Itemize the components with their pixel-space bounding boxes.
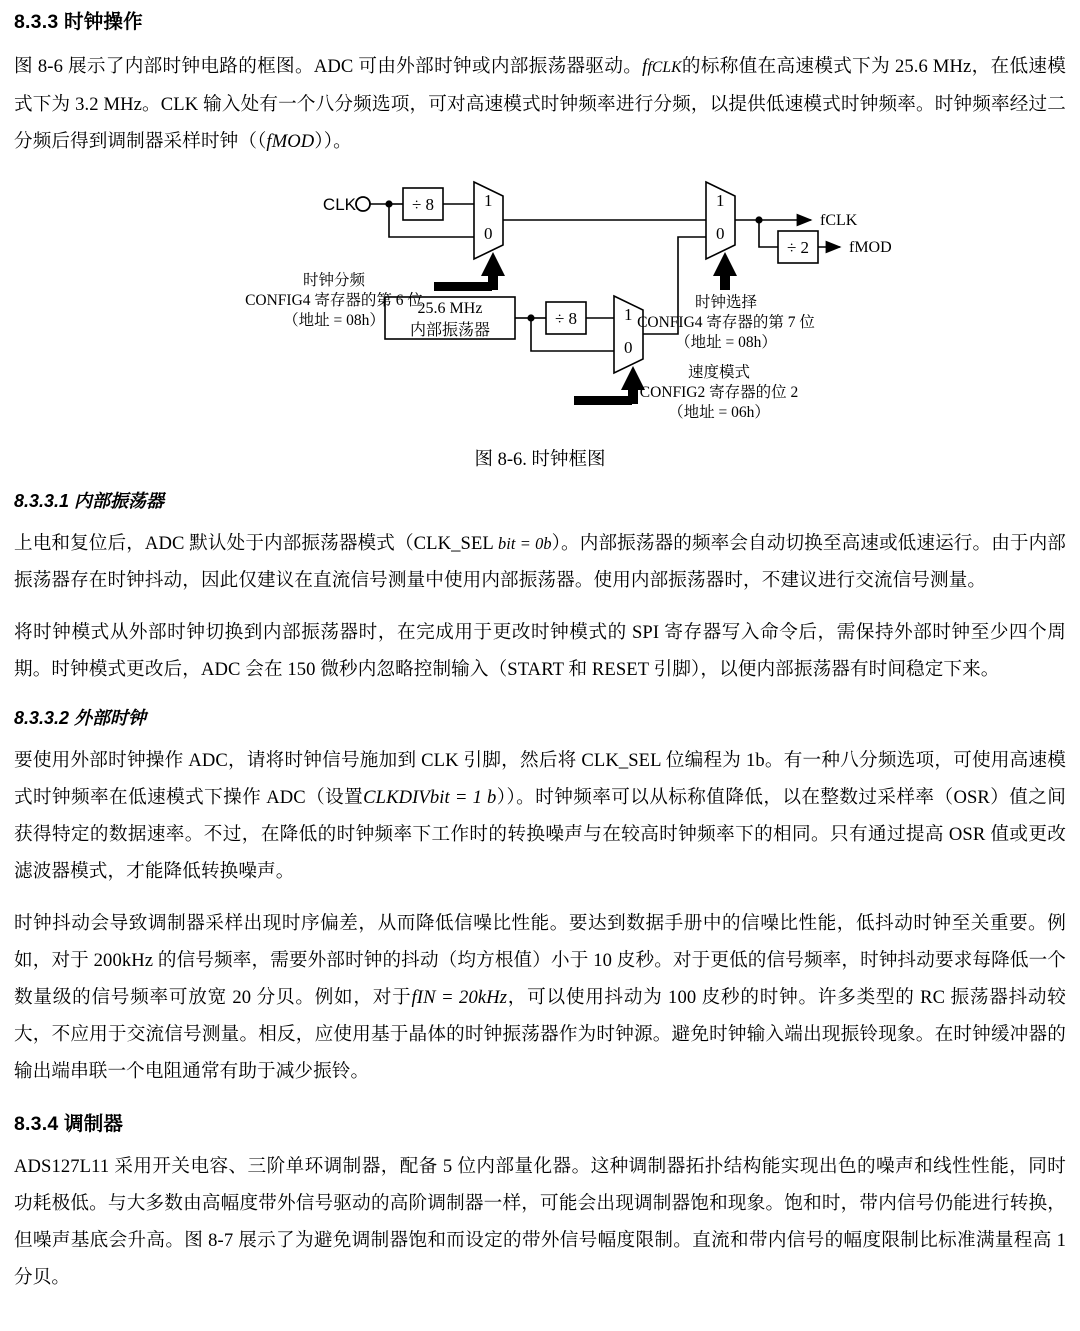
p8332b-part1: 时钟抖动会导致调制器采样出现时序偏差，从而降低信噪比性能。要达到数据手册中的信噪比性能，低抖动时钟至关重要。例如，对于 200kHz 的信号频率，需要外部时钟的抖动（均方根值）小于 10 皮秒。对于更低的信号频率，时钟抖动要求每降低一个数量级的信号频率可放宽 20 分贝。例如，对于 [14,913,1066,1008]
subsection-title-8332: 8.3.3.2 外部时钟 [14,708,147,728]
paragraph-834-1: ADS127L11 采用开关电容、三阶单环调制器，配备 5 位内部量化器。这种调制器拓扑结构能实现出色的噪声和线性性能，同时功耗极低。与大多数由高幅度带外信号驱动的高阶调制器一样，可能会出现调制器饱和现象。饱和时，带内信号仍能进行转换，但噪声基底会升高。图 8-7 展示了为避免调制器饱和而设定的带外信号幅度限制。直流和带内信号的幅度限制比标准满量程高 1 分贝。 [14,1156,1066,1288]
label-speedmode-line3: （地址 = 06h） [668,404,770,421]
mux-speed-mode-control-arrow [574,366,645,405]
intro-paragraph [14,48,1066,160]
math-fin-20khz: fIN = 20kHz [411,987,508,1008]
label-clkdiv-line3: （地址 = 08h） [283,312,385,329]
label-clkdiv-line1: 时钟分频 [302,272,366,289]
divider-by-8-osc-label: ÷ 8 [554,309,578,328]
figure-clock-block-diagram [14,175,1066,443]
subsection-title-8331: 8.3.3.1 内部振荡器 [14,491,165,511]
output-fmod-label: fMOD [849,239,892,256]
p8332-part1: 要使用外部时钟操作 ADC，请将时钟信号施加到 CLK 引脚，然后将 CLK_SEL 位编程为 1b。有一种八分频选项，可使用高速模式时钟频率在低速模式下操作 ADC（设置 [14,750,1066,808]
divider-by-2-label: ÷ 2 [786,238,810,257]
oscillator-frequency-label: 25.6 MHz [417,300,483,317]
page-content [14,6,1066,1311]
intro-text-part3: ））。 [314,131,352,152]
mux-clock-divide-input-1: 1 [484,191,493,210]
p8332-part2: ））。时钟频率可以从标称值降低，以在整数过采样率（OSR）值之间获得特定的数据速率。不过，在降低的时钟频率下工作时的转换噪声与在较高时钟频率下的相同。只有通过提高 OSR 值或更改滤波器模式，才能降低转换噪声。 [14,787,1066,882]
mux-speed-mode-input-0: 0 [624,338,633,357]
paragraph-8331-2: 将时钟模式从外部时钟切换到内部振荡器时，在完成用于更改时钟模式的 SPI 寄存器写入命令后，需保持外部时钟至少四个周期。时钟模式更改后，ADC 会在 150 微秒内忽略控制输入（START 和 RESET 引脚），以便内部振荡器有时间稳定下来。 [14,622,1066,680]
label-clksel-line2: CONFIG4 寄存器的第 7 位 [637,314,815,331]
mux-clock-divide-input-0: 0 [484,224,493,243]
p8332b-part2: ，可以使用抖动为 100 皮秒的时钟。许多类型的 RC 振荡器抖动较大，不应用于交流信号测量。相反，应使用基于晶体的时钟振荡器作为时钟源。避免时钟输入端出现振铃现象。在时钟缓冲器的输出端串联一个电阻通常有助于减少振铃。 [14,987,1066,1082]
clk-pin-label: CLK [322,195,356,214]
mux-clock-select-input-0: 0 [716,224,725,243]
subsection-title-834: 8.3.4 调制器 [14,1113,124,1135]
mux-clock-divide-control-arrow [434,252,505,291]
output-fclk-label: fCLK [820,212,858,229]
label-clksel-line3: （地址 = 08h） [675,334,777,351]
figure-caption: 图 8-6. 时钟框图 [474,450,606,470]
label-speedmode-line1: 速度模式 [687,364,751,381]
label-clkdiv-line2: CONFIG4 寄存器的第 6 位 [245,292,423,309]
p8331-part1: 上电和复位后，ADC 默认处于内部振荡器模式（CLK_SEL [14,533,498,554]
label-speedmode-line2: CONFIG2 寄存器的位 2 [639,384,799,401]
paragraph-8332-2 [14,905,1066,1090]
mux-speed-mode-input-1: 1 [624,305,633,324]
intro-text-part2: 的标称值在高速模式下为 25.6 MHz，在低速模式下为 3.2 MHz。CLK 输入处有一个八分频选项，可对高速模式时钟频率进行分频，以提供低速模式时钟频率。时钟频率经过二分频后得到调制器采样时钟（（ [14,56,1066,152]
divider-by-8-top-label: ÷ 8 [411,195,435,214]
mux-clock-select-control-arrow [713,252,737,290]
page-title: 8.3.3 时钟操作 [14,11,143,33]
paragraph-8331-1 [14,525,1066,599]
p8331-part2: ）。内部振荡器的频率会自动切换至高速或低速运行。由于内部振荡器存在时钟抖动，因此仅建议在直流信号测量中使用内部振荡器。使用内部振荡器时，不建议进行交流信号测量。 [14,533,1066,591]
intro-text-part1: 图 8-6 展示了内部时钟电路的框图。ADC 可由外部时钟或内部振荡器驱动。 [14,56,643,77]
math-fmod: fMOD [266,131,315,152]
oscillator-name-label: 内部振荡器 [409,322,491,339]
label-clksel-line1: 时钟选择 [694,294,758,311]
math-bit-0b: bit = 0b [497,534,552,553]
math-fclk: ffCLK [642,56,682,77]
mux-clock-select-input-1: 1 [716,191,725,210]
math-clkdiv-bit: CLKDIVbit = 1 b [363,787,497,808]
clk-pin-circle [356,197,370,211]
paragraph-8332-1 [14,742,1066,890]
